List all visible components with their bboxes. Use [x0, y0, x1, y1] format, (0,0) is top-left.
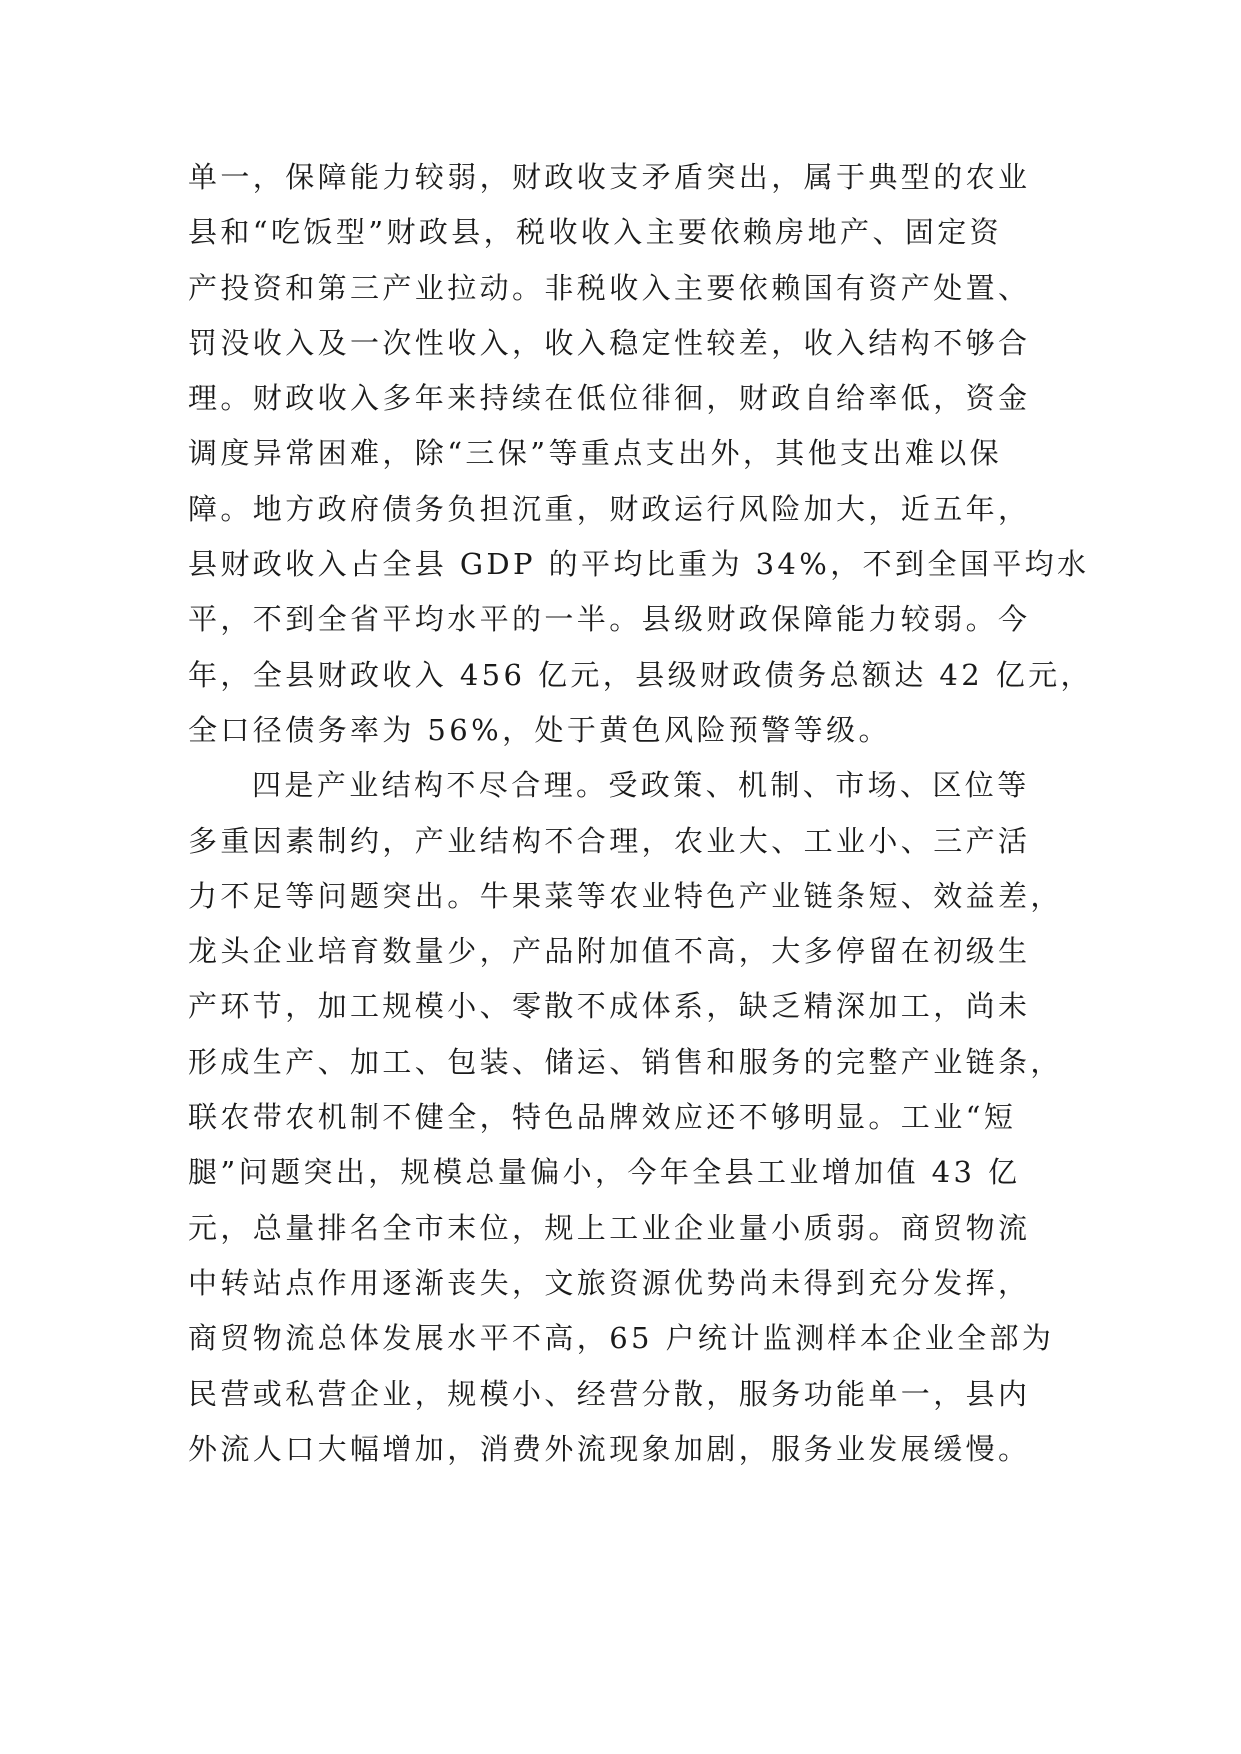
text-line: 商贸物流总体发展水平不高，65 户统计监测样本企业全部为 — [188, 1321, 1055, 1356]
text-line: 民营或私营企业，规模小、经营分散，服务功能单一，县内 — [188, 1376, 1031, 1411]
text-line: 中转站点作用逐渐丧失，文旅资源优势尚未得到充分发挥， — [188, 1265, 1031, 1300]
text-line: 产环节，加工规模小、零散不成体系，缺乏精深加工，尚未 — [188, 989, 1031, 1024]
text-line: 调度异常困难，除“三保”等重点支出外，其他支出难以保 — [188, 436, 1003, 471]
text-line: 年，全县财政收入 456 亿元，县级财政债务总额达 42 亿元， — [188, 657, 1093, 692]
text-line: 全口径债务率为 56%，处于黄色风险预警等级。 — [188, 712, 891, 747]
text-line: 产投资和第三产业拉动。非税收入主要依赖国有资产处置、 — [188, 270, 1031, 305]
text-line: 平，不到全省平均水平的一半。县级财政保障能力较弱。今 — [188, 602, 1031, 637]
text-line: 障。地方政府债务负担沉重，财政运行风险加大，近五年， — [188, 491, 1031, 526]
body-text — [188, 150, 1093, 1477]
text-line: 力不足等问题突出。牛果菜等农业特色产业链条短、效益差， — [188, 878, 1063, 913]
text-line: 外流人口大幅增加，消费外流现象加剧，服务业发展缓慢。 — [188, 1431, 1031, 1466]
text-line: 腿”问题突出，规模总量偏小，今年全县工业增加值 43 亿 — [188, 1155, 1021, 1190]
text-line: 理。财政收入多年来持续在低位徘徊，财政自给率低，资金 — [188, 381, 1031, 416]
text-line: 元，总量排名全市末位，规上工业企业量小质弱。商贸物流 — [188, 1210, 1031, 1245]
text-line: 罚没收入及一次性收入，收入稳定性较差，收入结构不够合 — [188, 325, 1031, 360]
text-line: 多重因素制约，产业结构不合理，农业大、工业小、三产活 — [188, 823, 1031, 858]
paragraph-fiscal — [188, 150, 1093, 758]
text-line: 形成生产、加工、包装、储运、销售和服务的完整产业链条， — [188, 1044, 1063, 1079]
text-line: 县财政收入占全县 GDP 的平均比重为 34%，不到全国平均水 — [188, 547, 1090, 582]
text-line: 联农带农机制不健全，特色品牌效应还不够明显。工业“短 — [188, 1100, 1017, 1135]
text-line: 县和“吃饭型”财政县，税收收入主要依赖房地产、固定资 — [188, 215, 1003, 250]
text-line: 单一，保障能力较弱，财政收支矛盾突出，属于典型的农业 — [188, 160, 1031, 194]
paragraph-industry-structure — [188, 758, 1068, 1477]
text-line: 四是产业结构不尽合理。受政策、机制、市场、区位等 — [252, 768, 1030, 803]
text-line: 龙头企业培育数量少，产品附加值不高，大多停留在初级生 — [188, 934, 1031, 969]
